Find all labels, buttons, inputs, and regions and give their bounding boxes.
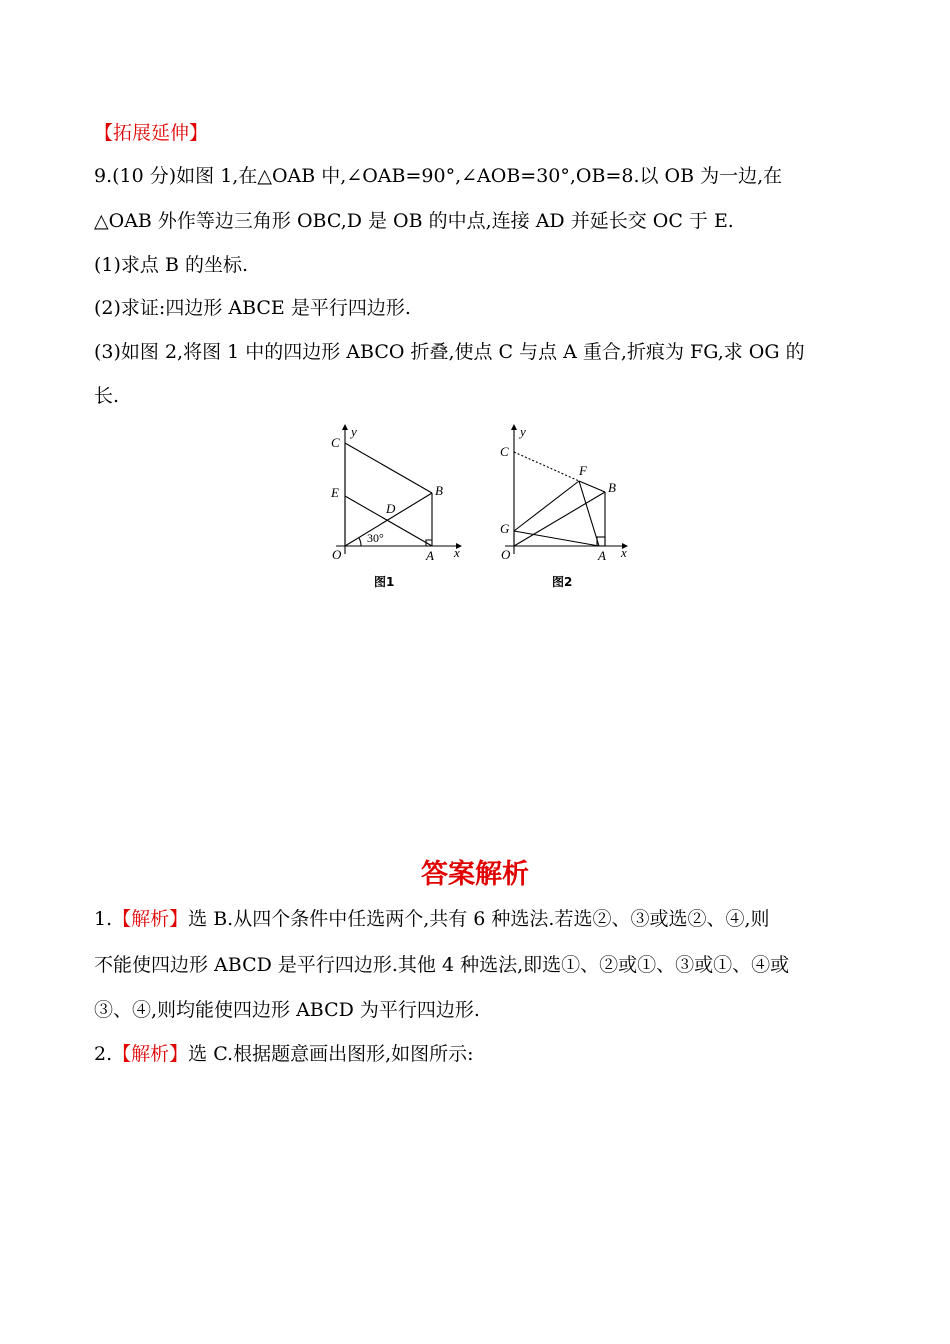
question-part-2: (2)求证:四边形 ABCE 是平行四边形. [94,297,411,319]
y-arrow-icon [511,424,517,430]
question-part-3-line-1: (3)如图 2,将图 1 中的四边形 ABCO 折叠,使点 C 与点 A 重合,折痕为 FG,求 OG 的 [94,341,805,363]
question-part-3-line-2: 长. [94,385,120,407]
answer-title: 答案解析 [421,859,529,890]
question-part-1: (1)求点 B 的坐标. [94,254,248,276]
figure-1 [322,424,472,594]
angle-arc [359,538,361,546]
label-x: x [621,545,627,560]
section-tag: 【拓展延伸】 [94,122,209,144]
label-b: B [608,480,616,495]
label-c: C [500,444,509,459]
label-o: O [501,547,511,562]
label-x: x [454,545,460,560]
label-b: B [435,483,443,498]
answer-1-tag: 【解析】 [112,908,189,930]
figure-2-caption: 图2 [552,575,573,589]
label-a: A [426,548,434,563]
segment-gf [514,481,579,531]
segment-ob [514,492,605,546]
label-y: y [520,424,526,439]
angle-label: 30° [367,531,384,545]
answer-2-tag: 【解析】 [112,1043,189,1065]
answer-1-line-2: 不能使四边形 ABCD 是平行四边形.其他 4 种选法,即选①、②或①、③或①、④或 [94,954,790,976]
answer-1-line-1 [94,906,770,932]
label-g: G [500,521,510,536]
label-c: C [331,435,340,450]
label-y: y [351,424,357,439]
answer-2-number: 2. [94,1043,113,1065]
label-e: E [331,485,339,500]
question-line-1: 9.(10 分)如图 1,在△OAB 中,∠OAB=90°,∠AOB=30°,OB=8.以 OB 为一边,在 [94,165,783,187]
segment-fb [579,481,605,492]
segment-cb [345,443,432,493]
answer-2-text: 选 C.根据题意画出图形,如图所示: [188,1043,474,1065]
figure-2 [490,424,640,594]
segment-fa [579,481,599,546]
label-f: F [579,463,587,478]
label-o: O [332,547,342,562]
answer-1-line-3: ③、④,则均能使四边形 ABCD 为平行四边形. [94,999,480,1021]
label-a: A [598,548,606,563]
question-line-2: △OAB 外作等边三角形 OBC,D 是 OB 的中点,连接 AD 并延长交 OC 于 E. [94,210,734,232]
answer-1-text-1: 选 B.从四个条件中任选两个,共有 6 种选法.若选②、③或选②、④,则 [188,908,770,930]
label-d: D [386,501,396,516]
answer-2-line-1 [94,1041,474,1067]
figure-1-caption: 图1 [374,575,395,589]
answer-1-number: 1. [94,908,113,930]
y-arrow-icon [342,424,348,430]
segment-cf-dotted [514,452,579,481]
